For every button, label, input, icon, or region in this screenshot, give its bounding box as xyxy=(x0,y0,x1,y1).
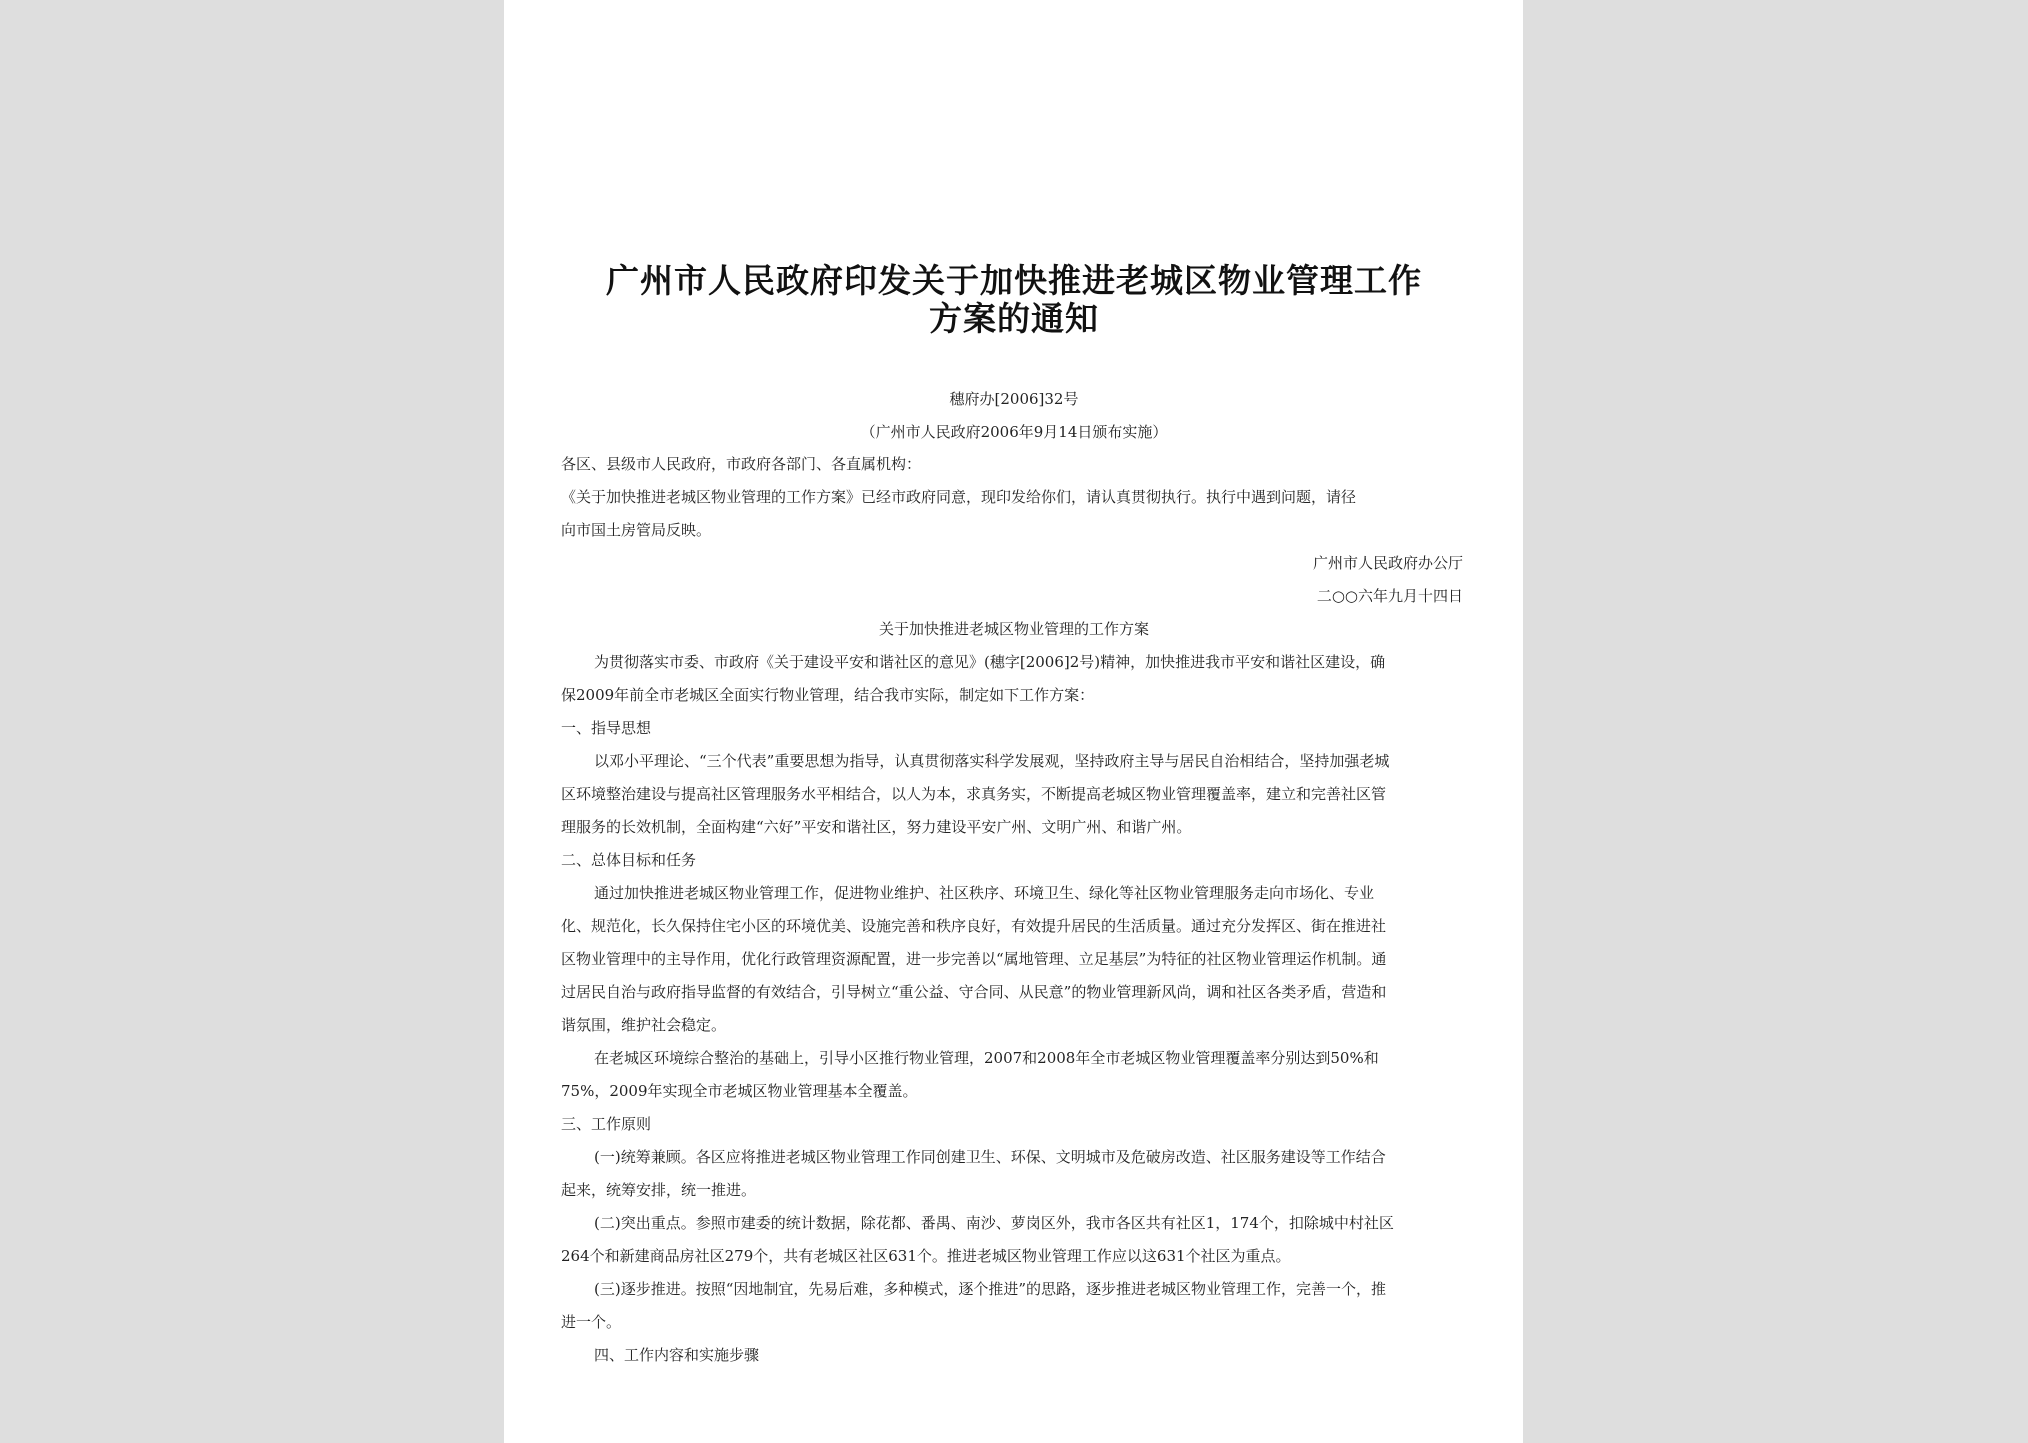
paragraph-line: 起来，统筹安排，统一推进。 xyxy=(561,1181,757,1199)
issuer: 广州市人民政府办公厅 xyxy=(1312,554,1463,572)
section-heading: 一、指导思想 xyxy=(561,719,652,737)
paragraph-line: (二)突出重点。参照市建委的统计数据，除花都、番禺、南沙、萝岗区外，我市各区共有社区1，174个，扣除城中村社区 xyxy=(594,1214,1394,1232)
issue-date: 二○○六年九月十四日 xyxy=(1316,587,1463,605)
paragraph-line: 理服务的长效机制，全面构建“六好”平安和谐社区，努力建设平安广州、文明广州、和谐广州。 xyxy=(561,818,1192,836)
paragraph-line: 过居民自治与政府指导监督的有效结合，引导树立“重公益、守合同、从民意”的物业管理新风尚，调和社区各类矛盾，营造和 xyxy=(561,983,1387,1001)
paragraph-line: 进一个。 xyxy=(561,1313,622,1331)
paragraph-line: 区物业管理中的主导作用，优化行政管理资源配置，进一步完善以“属地管理、立足基层”为特征的社区物业管理运作机制。通 xyxy=(561,950,1387,968)
addressees: 各区、县级市人民政府，市政府各部门、各直属机构： xyxy=(561,455,922,473)
plan-title: 关于加快推进老城区物业管理的工作方案 xyxy=(878,620,1149,638)
paragraph-line: (三)逐步推进。按照“因地制宜，先易后难，多种模式，逐个推进”的思路，逐步推进老城区物业管理工作，完善一个，推 xyxy=(594,1280,1387,1298)
paragraph-line: (一)统筹兼顾。各区应将推进老城区物业管理工作同创建卫生、环保、文明城市及危破房改造、社区服务建设等工作结合 xyxy=(594,1148,1386,1166)
paragraph-line: 以邓小平理论、“三个代表”重要思想为指导，认真贯彻落实科学发展观，坚持政府主导与居民自治相结合，坚持加强老城 xyxy=(594,752,1390,770)
section-heading: 三、工作原则 xyxy=(561,1115,652,1133)
paragraph-line: 通过加快推进老城区物业管理工作，促进物业维护、社区秩序、环境卫生、绿化等社区物业管理服务走向市场化、专业 xyxy=(594,884,1375,902)
paragraph-line: 在老城区环境综合整治的基础上，引导小区推行物业管理，2007和2008年全市老城区物业管理覆盖率分别达到50%和 xyxy=(594,1049,1379,1067)
paragraph-line: 75%，2009年实现全市老城区物业管理基本全覆盖。 xyxy=(561,1082,918,1100)
paragraph-line: 化、规范化，长久保持住宅小区的环境优美、设施完善和秩序良好，有效提升居民的生活质量。通过充分发挥区、街在推进社 xyxy=(561,917,1387,935)
paragraph-line: 保2009年前全市老城区全面实行物业管理，结合我市实际，制定如下工作方案： xyxy=(561,686,1095,704)
document-page xyxy=(504,0,1523,1443)
paragraph-line: 为贯彻落实市委、市政府《关于建设平安和谐社区的意见》(穗字[2006]2号)精神，加快推进我市平安和谐社区建设，确 xyxy=(594,653,1386,671)
issued-note: （广州市人民政府2006年9月14日颁布实施） xyxy=(860,423,1168,441)
intro-line: 向市国土房管局反映。 xyxy=(561,521,712,539)
document-number: 穗府办[2006]32号 xyxy=(949,390,1079,408)
intro-line: 《关于加快推进老城区物业管理的工作方案》已经市政府同意，现印发给你们，请认真贯彻执行。执行中遇到问题，请径 xyxy=(561,488,1357,506)
document-title: 广州市人民政府印发关于加快推进老城区物业管理工作方案的通知 xyxy=(606,261,1422,338)
paragraph-line: 谐氛围，维护社会稳定。 xyxy=(561,1016,727,1034)
paragraph-line: 区环境整治建设与提高社区管理服务水平相结合，以人为本，求真务实，不断提高老城区物业管理覆盖率，建立和完善社区管 xyxy=(561,785,1387,803)
paragraph-line: 264个和新建商品房社区279个，共有老城区社区631个。推进老城区物业管理工作应以这631个社区为重点。 xyxy=(561,1247,1291,1265)
section-heading: 二、总体目标和任务 xyxy=(561,851,697,869)
section-heading: 四、工作内容和实施步骤 xyxy=(594,1346,760,1364)
